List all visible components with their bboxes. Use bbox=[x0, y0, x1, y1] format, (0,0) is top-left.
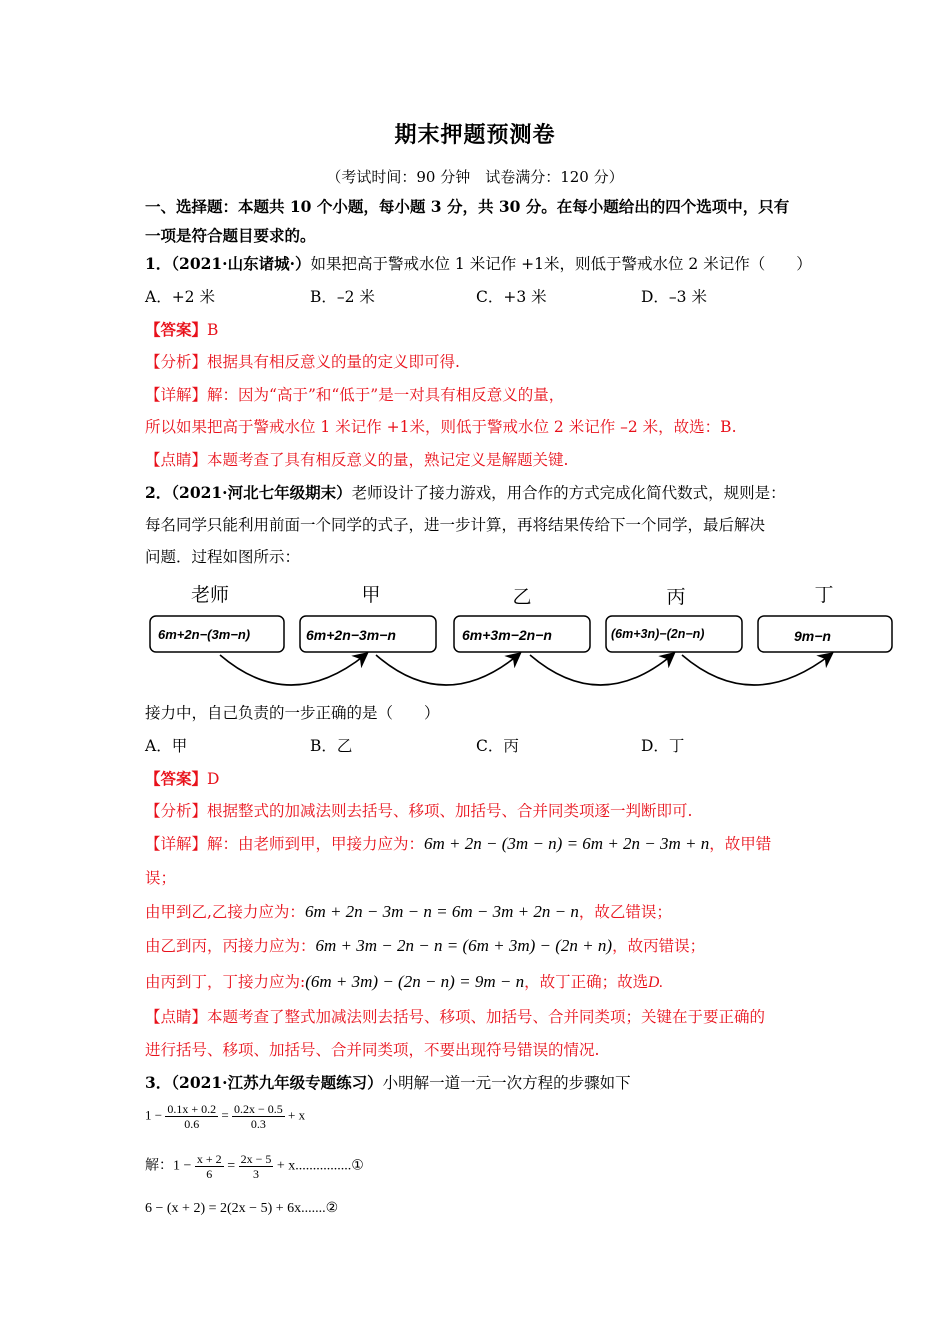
section-heading-line2: 一项是符合题目要求的。 bbox=[145, 226, 316, 245]
q3-eq0-frac1-num: 0.1x + 0.2 bbox=[167, 1102, 217, 1116]
q2-comment-text1: 本题考查了整式加减法则去括号、移项、加括号、合并同类项；关键在于要正确的 bbox=[207, 1008, 766, 1026]
q2-option-d: D．丁 bbox=[641, 737, 685, 755]
q3-eq1-frac1-num: x + 2 bbox=[196, 1152, 222, 1166]
q2-detail-line4 bbox=[145, 970, 663, 992]
q2-stem-line2: 每名同学只能利用前面一个同学的式子，进一步计算，再将结果传给下一个同学，最后解决 bbox=[145, 516, 766, 534]
q1-answer-value: B bbox=[207, 321, 219, 339]
q1-option-b: B．–2 米 bbox=[310, 288, 375, 306]
section-heading-line1: 一、选择题：本题共 10 个小题，每小题 3 分，共 30 分。在每小题给出的四个选项中，只有 bbox=[145, 197, 790, 216]
q2-text1: 老师设计了接力游戏，用合作的方式完成化简代数式，规则是： bbox=[351, 484, 786, 502]
q3-equation bbox=[145, 1102, 305, 1131]
q1-comment-text: 本题考查了具有相反意义的量，熟记定义是解题关键. bbox=[207, 451, 569, 469]
q3-eq0-frac2-den: 0.3 bbox=[250, 1117, 266, 1131]
q1-analysis-tag: 【分析】 bbox=[145, 353, 208, 371]
q1-text: 如果把高于警戒水位 1 米记作 +1米，则低于警戒水位 2 米记作（ ） bbox=[310, 255, 812, 273]
relay-expr-yi: 6m+3m−2n−n bbox=[462, 627, 552, 643]
q3-eq0-frac1 bbox=[165, 1102, 218, 1131]
q2-answer-value: D bbox=[207, 770, 220, 788]
q3-eq0-frac1-den: 0.6 bbox=[184, 1117, 200, 1131]
q3-eq0-frac2-num: 0.2x − 0.5 bbox=[233, 1102, 283, 1116]
q2-detail1-pre: 解：由老师到甲，甲接力应为： bbox=[207, 835, 425, 853]
q1-option-c: C．+3 米 bbox=[476, 288, 547, 306]
q1-source: （2021·山东诸城·） bbox=[171, 254, 311, 273]
q2-comment-line1 bbox=[145, 1005, 765, 1027]
q3-eq0-eq: = bbox=[221, 1107, 229, 1123]
q2-analysis-text: 根据整式的加减法则去括号、移项、加括号、合并同类项逐一判断即可. bbox=[207, 802, 693, 820]
q3-source: （2021·江苏九年级专题练习） bbox=[171, 1073, 383, 1092]
relay-expr-teacher: 6m+2n−(3m−n) bbox=[158, 627, 251, 642]
q1-comment bbox=[145, 448, 568, 470]
q3-eq1-frac1-den: 6 bbox=[206, 1167, 213, 1181]
q2-stem-line3: 问题．过程如图所示： bbox=[145, 548, 301, 566]
relay-arrow-1 bbox=[220, 655, 365, 685]
q2-source: （2021·河北七年级期末） bbox=[171, 483, 352, 502]
q1-comment-tag: 【点睛】 bbox=[145, 451, 208, 469]
q2-stem-line1 bbox=[145, 481, 786, 503]
relay-name-jia: 甲 bbox=[361, 585, 381, 606]
q2-detail4-pre: 由丙到丁，丁接力应为: bbox=[145, 973, 306, 991]
q2-detail1-post: ，故甲错 bbox=[709, 835, 772, 853]
relay-name-teacher: 老师 bbox=[190, 585, 230, 606]
q2-detail4-post: ，故丁正确；故选 bbox=[524, 973, 649, 991]
q2-analysis bbox=[145, 799, 692, 821]
q2-detail-line2 bbox=[145, 900, 672, 922]
relay-arrow-3 bbox=[530, 655, 672, 685]
q3-eq0-tail: + x bbox=[288, 1107, 306, 1123]
q2-detail-line1 bbox=[145, 832, 771, 854]
q1-stem bbox=[145, 252, 812, 274]
q2-option-b: B．乙 bbox=[310, 737, 353, 755]
q3-step1 bbox=[145, 1152, 364, 1181]
q2-comment-tag: 【点睛】 bbox=[145, 1008, 208, 1026]
relay-name-ding: 丁 bbox=[814, 585, 834, 606]
q2-option-a: A．甲 bbox=[145, 737, 188, 755]
relay-name-yi: 乙 bbox=[512, 587, 532, 608]
q1-detail-line2: 所以如果把高于警戒水位 1 米记作 +1米，则低于警戒水位 2 米记作 –2 米，故选：B. bbox=[145, 418, 737, 436]
relay-arrow-2 bbox=[376, 655, 518, 685]
q2-question: 接力中，自己负责的一步正确的是（ ） bbox=[145, 704, 440, 722]
q1-detail-line1: 解：因为“高于”和“低于”是一对具有相反意义的量， bbox=[207, 386, 565, 404]
q3-eq1-frac2-num: 2x − 5 bbox=[240, 1152, 272, 1166]
q2-detail2-pre: 由甲到乙,乙接力应为： bbox=[145, 903, 305, 921]
q3-stem bbox=[145, 1071, 631, 1093]
q3-eq0-frac2 bbox=[232, 1102, 285, 1131]
q2-detail1-math: 6m + 2n − (3m − n) = 6m + 2n − 3m + n bbox=[424, 834, 710, 853]
q3-step2: 6 − (x + 2) = 2(2x − 5) + 6x.......② bbox=[145, 1201, 339, 1216]
q2-detail2-post: ，故乙错误； bbox=[578, 903, 672, 921]
q3-eq1-eq: = bbox=[227, 1158, 236, 1174]
q2-detail-tag: 【详解】 bbox=[145, 835, 208, 853]
q3-eq1-frac2 bbox=[239, 1152, 274, 1181]
q2-detail1-cont: 误； bbox=[145, 869, 177, 887]
q2-answer bbox=[145, 767, 219, 789]
q3-text: 小明解一道一元一次方程的步骤如下 bbox=[382, 1074, 631, 1092]
q2-detail3-pre: 由乙到丙，丙接力应为： bbox=[145, 937, 316, 955]
q3-eq1-lead: 解：1 − bbox=[145, 1158, 192, 1174]
relay-diagram bbox=[140, 575, 910, 695]
q3-eq1-tail: + x................① bbox=[276, 1158, 364, 1174]
q3-eq1-frac2-den: 3 bbox=[252, 1167, 259, 1181]
q1-detail bbox=[145, 383, 564, 405]
q2-detail4-math: (6m + 3m) − (2n − n) = 9m − n bbox=[305, 972, 525, 991]
q1-option-d: D．–3 米 bbox=[641, 288, 707, 306]
q2-analysis-tag: 【分析】 bbox=[145, 802, 208, 820]
q2-answer-tag: 【答案】 bbox=[145, 769, 208, 788]
q3-eq1-frac1 bbox=[195, 1152, 224, 1181]
relay-expr-bing: (6m+3n)−(2n−n) bbox=[611, 627, 705, 641]
page-title: 期末押题预测卷 bbox=[394, 123, 556, 148]
q1-option-a: A．+2 米 bbox=[145, 288, 215, 306]
q3-number: 3． bbox=[145, 1073, 172, 1092]
q2-number: 2． bbox=[145, 483, 172, 502]
q1-analysis bbox=[145, 350, 460, 372]
q2-detail4-end: D. bbox=[648, 974, 664, 991]
q1-detail-tag: 【详解】 bbox=[145, 386, 208, 404]
q2-detail3-math: 6m + 3m − 2n − n = (6m + 3m) − (2n + n) bbox=[315, 936, 613, 955]
relay-expr-ding: 9m−n bbox=[794, 628, 831, 644]
exam-info: （考试时间：90 分钟 试卷满分：120 分） bbox=[326, 168, 624, 186]
q2-detail-line3 bbox=[145, 934, 705, 956]
q1-analysis-text: 根据具有相反意义的量的定义即可得. bbox=[207, 353, 460, 371]
q2-detail2-math: 6m + 2n − 3m − n = 6m − 3m + 2n − n bbox=[304, 902, 579, 921]
q2-detail3-post: ，故丙错误； bbox=[612, 937, 706, 955]
relay-arrow-4 bbox=[682, 655, 830, 685]
relay-name-bing: 丙 bbox=[666, 587, 686, 608]
q3-eq0-lead: 1 − bbox=[145, 1107, 163, 1123]
q1-answer-tag: 【答案】 bbox=[145, 320, 208, 339]
relay-expr-jia: 6m+2n−3m−n bbox=[306, 627, 396, 643]
q2-comment-line2: 进行括号、移项、加括号、合并同类项，不要出现符号错误的情况. bbox=[145, 1041, 600, 1059]
q2-option-c: C．丙 bbox=[476, 737, 519, 755]
q1-answer bbox=[145, 318, 218, 340]
q1-number: 1． bbox=[145, 254, 172, 273]
